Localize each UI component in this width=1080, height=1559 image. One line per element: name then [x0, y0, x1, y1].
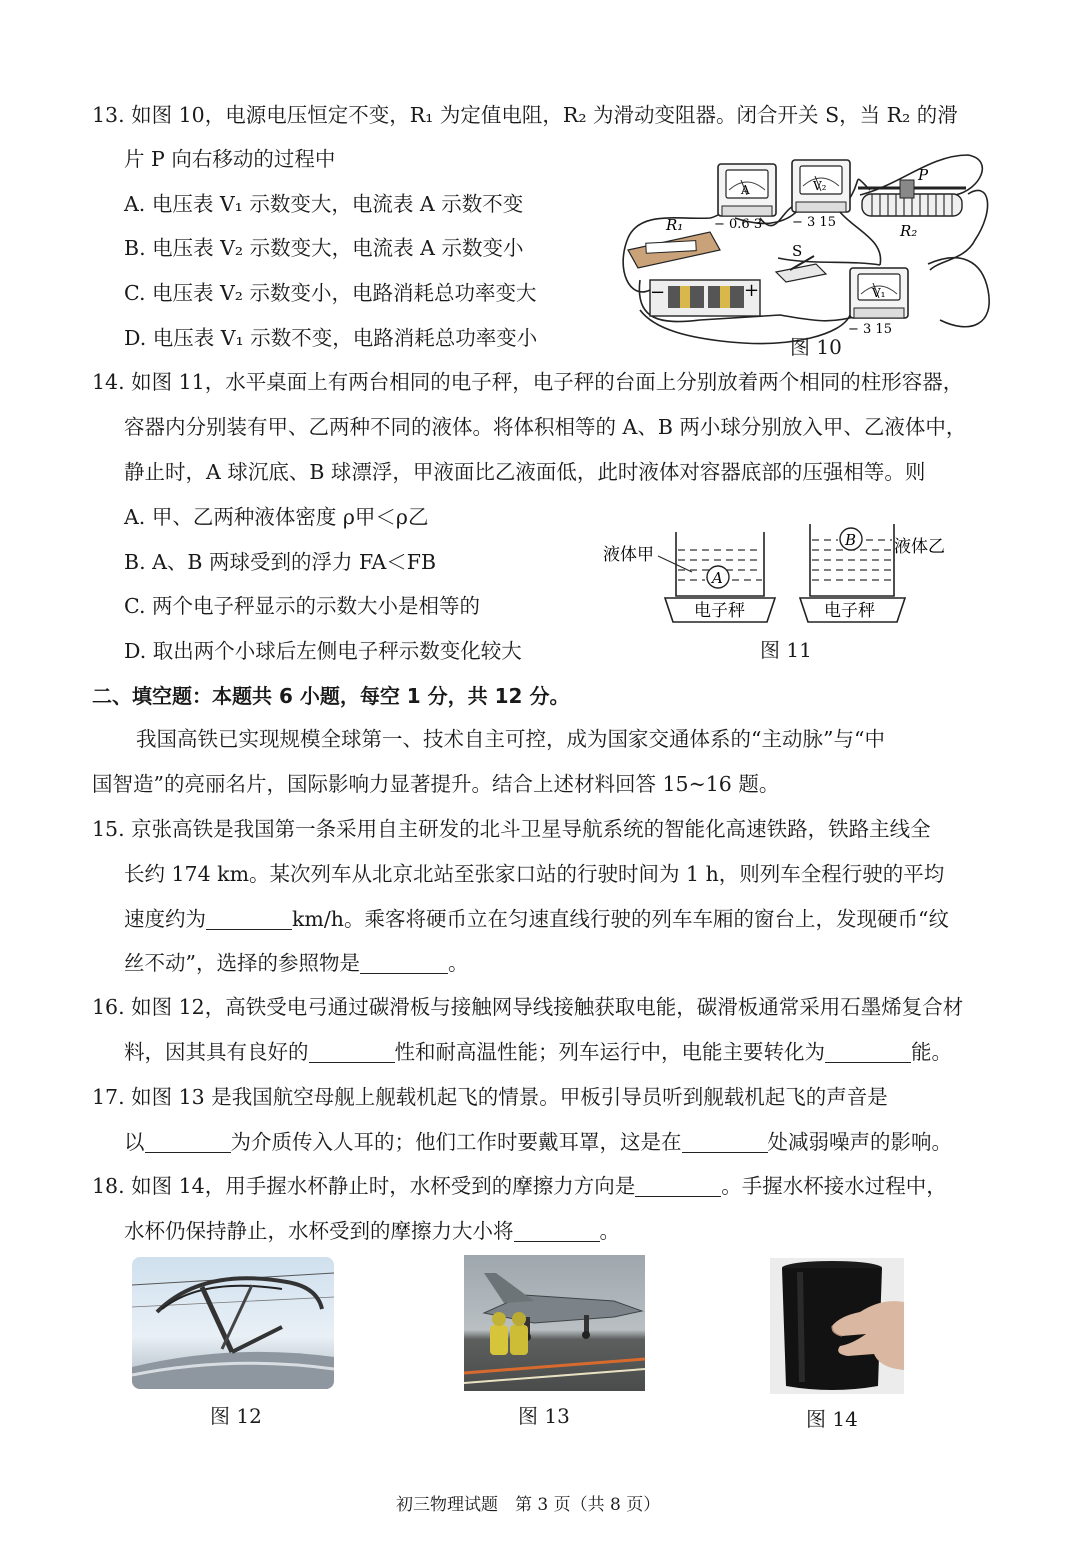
q15-line2: 长约 174 km。某次列车从北京北站至张家口站的行驶时间为 1 h，则列车全程行驶的平均	[124, 862, 945, 886]
q17-line2-text-b: 为介质传入人耳的；他们工作时要戴耳罩，这是在	[230, 1130, 682, 1154]
q16-line2-text-b: 性和耐高温性能；列车运行中，电能主要转化为	[394, 1040, 825, 1064]
figure-12-caption: 图 12	[210, 1404, 262, 1428]
q15-line1: 15. 京张高铁是我国第一条采用自主研发的北斗卫星导航系统的智能化高速铁路，铁路主线全	[92, 817, 931, 841]
ammeter-A	[714, 164, 776, 232]
voltmeter-V1	[848, 268, 908, 337]
q14-option-b: B. A、B 两球受到的浮力 FA＜FB	[124, 550, 437, 574]
q18-line2-text-a: 水杯仍保持静止，水杯受到的摩擦力大小将	[124, 1219, 514, 1243]
answer-blank-speed[interactable]	[206, 907, 292, 930]
label-R2: R₂	[900, 222, 918, 240]
liquid-b-label: 液体乙	[894, 537, 945, 557]
figure-14-caption: 图 14	[806, 1407, 858, 1431]
page-footer: 初三物理试题 第 3 页（共 8 页）	[396, 1495, 661, 1515]
label-P: P	[918, 166, 929, 184]
q13-stem-line2: 片 P 向右移动的过程中	[124, 147, 336, 171]
answer-blank-direction[interactable]	[635, 1174, 721, 1197]
q18-line2	[124, 1217, 620, 1245]
q15-line3-text-a: 速度约为	[124, 907, 206, 931]
answer-blank-reference[interactable]	[360, 951, 448, 974]
cup-hand-illustration	[770, 1258, 904, 1394]
figure-13-caption: 图 13	[518, 1404, 570, 1428]
q14-stem-line2: 容器内分别装有甲、乙两种不同的液体。将体积相等的 A、B 两小球分别放入甲、乙液体中，	[124, 415, 967, 439]
liquid-a-label: 液体甲	[603, 545, 654, 565]
section-title: 二、填空题：本题共 6 小题，每空 1 分，共 12 分。	[92, 684, 570, 708]
figure-10-caption: 图 10	[790, 335, 842, 359]
intro-line2: 国智造”的亮丽名片，国际影响力显著提升。结合上述材料回答 15~16 题。	[92, 772, 780, 796]
q16-line2	[124, 1038, 952, 1066]
answer-blank-property[interactable]	[309, 1040, 395, 1063]
answer-blank-noise[interactable]	[682, 1130, 768, 1153]
answer-blank-energy[interactable]	[825, 1040, 911, 1063]
ammeter-symbol: A	[741, 183, 750, 197]
q14-option-a: A. 甲、乙两种液体密度 ρ甲＜ρ乙	[124, 505, 429, 529]
q17-line2	[124, 1128, 952, 1156]
q15-line3	[124, 905, 949, 933]
q16-line2-text-a: 料，因其具有良好的	[124, 1040, 309, 1064]
q15-line3-text-b: km/h。乘客将硬币立在匀速直线行驶的列车车厢的窗台上，发现硬币“纹	[292, 907, 949, 931]
label-R1: R₁	[666, 216, 684, 234]
q17-line1: 17. 如图 13 是我国航空母舰上舰载机起飞的情景。甲板引导员听到舰载机起飞的声音是	[92, 1085, 888, 1109]
voltmeter-v2-symbol: V₂	[813, 179, 827, 193]
battery-plus: +	[744, 280, 760, 301]
q15-line4-text-b: 。	[447, 951, 469, 975]
q13-option-a: A. 电压表 V₁ 示数变大，电流表 A 示数不变	[124, 192, 524, 216]
scale-left-label: 电子秤	[694, 601, 745, 621]
q13-option-b: B. 电压表 V₂ 示数变大，电流表 A 示数变小	[124, 236, 524, 260]
figure-11-caption: 图 11	[760, 638, 812, 662]
q13-option-c: C. 电压表 V₂ 示数变小，电路消耗总功率变大	[124, 281, 537, 305]
intro-line1: 我国高铁已实现规模全球第一、技术自主可控，成为国家交通体系的“主动脉”与“中	[136, 727, 885, 751]
q16-line1: 16. 如图 12，高铁受电弓通过碳滑板与接触网导线接触获取电能，碳滑板通常采用石墨烯复合材	[92, 995, 964, 1019]
voltmeter-V2	[792, 160, 850, 230]
sliding-rheostat-R2	[858, 166, 966, 240]
pantograph-illustration	[132, 1257, 334, 1389]
ball-a-label: A	[712, 569, 723, 587]
battery-minus: −	[650, 282, 666, 303]
label-S: S	[792, 242, 803, 260]
ball-b-label: B	[845, 531, 857, 549]
q18-line1-text-a: 18. 如图 14，用手握水杯静止时，水杯受到的摩擦力方向是	[92, 1174, 636, 1198]
q13-stem-line1: 13. 如图 10，电源电压恒定不变，R₁ 为定值电阻，R₂ 为滑动变阻器。闭合开关 S，当 R₂ 的滑	[92, 103, 958, 127]
q14-option-d: D. 取出两个小球后左侧电子秤示数变化较大	[124, 639, 522, 663]
scale-right-label: 电子秤	[824, 601, 875, 621]
liquid-containers-figure-11	[600, 520, 960, 630]
photo-carrier-jet	[464, 1255, 645, 1391]
q15-line4-text-a: 丝不动”，选择的参照物是	[124, 951, 360, 975]
photo-pantograph	[132, 1257, 334, 1389]
voltmeter-v1-scale: − 3 15	[848, 322, 892, 337]
ammeter-scale: − 0.6 3	[714, 217, 763, 232]
voltmeter-v2-scale: − 3 15	[792, 215, 836, 230]
q14-stem-line3: 静止时，A 球沉底、B 球漂浮，甲液面比乙液面低，此时液体对容器底部的压强相等。则	[124, 460, 926, 484]
circuit-diagram-figure-10	[610, 150, 1000, 360]
q16-line2-text-c: 能。	[911, 1040, 952, 1064]
answer-blank-medium[interactable]	[145, 1130, 231, 1153]
photo-cup-in-hand	[770, 1258, 904, 1394]
q13-option-d: D. 电压表 V₁ 示数不变，电路消耗总功率变小	[124, 326, 538, 350]
voltmeter-v1-symbol: V₁	[872, 286, 886, 300]
q18-line1	[92, 1172, 947, 1200]
battery-pack	[650, 280, 760, 316]
q17-line2-text-c: 处减弱噪声的影响。	[767, 1130, 952, 1154]
q17-line2-text-a: 以	[124, 1130, 145, 1154]
answer-blank-friction[interactable]	[514, 1219, 600, 1242]
q18-line2-text-b: 。	[599, 1219, 620, 1243]
q14-option-c: C. 两个电子秤显示的示数大小是相等的	[124, 594, 480, 618]
q14-stem-line1: 14. 如图 11，水平桌面上有两台相同的电子秤，电子秤的台面上分别放着两个相同的柱形容器，	[92, 370, 964, 394]
q15-line4	[124, 949, 468, 977]
carrier-jet-illustration	[464, 1255, 645, 1391]
q18-line1-text-b: 。手握水杯接水过程中，	[721, 1174, 947, 1198]
